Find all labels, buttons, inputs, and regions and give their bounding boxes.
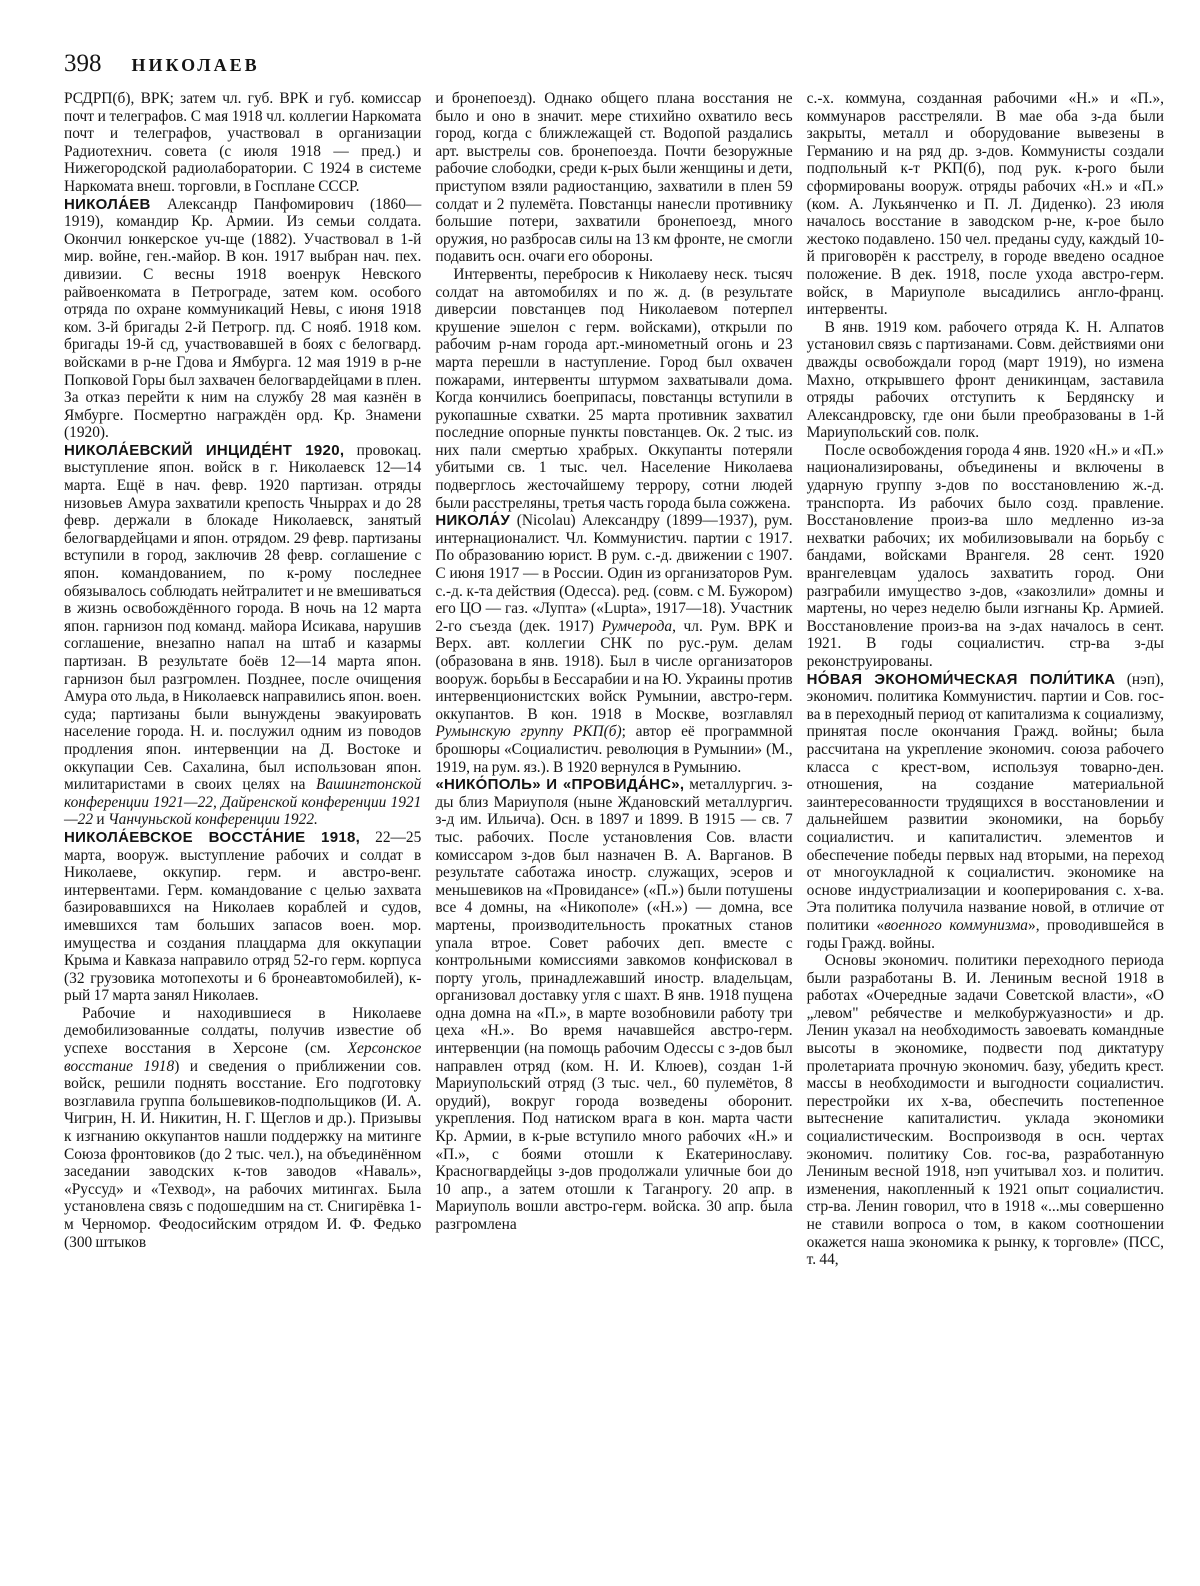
text-run: и xyxy=(93,811,109,829)
paragraph xyxy=(807,319,1164,442)
cross-reference: военного коммунизма xyxy=(884,916,1028,934)
page-header xyxy=(64,50,260,78)
entry-headword: НИКОЛА́ЕВСКОЕ ВОССТА́НИЕ 1918, xyxy=(64,828,361,846)
text-run: », проводившейся в годы Гражд. войны. xyxy=(806,916,1164,952)
text-run: В янв. 1919 ком. рабочего отряда К. Н. Алпатов установил связь с партизанами. Совм. действиями они дважды освобождали город (март 1919), но измена Махно, открывшего фронт деникинцам, заставила отряды рабочих отступить к Бердянску и Александровску, где они были преобразованы в 1-й Мариупольский сов. полк. xyxy=(806,318,1164,442)
entry-headword: «НИКО́ПОЛЬ» И «ПРОВИДА́НС», xyxy=(435,776,685,794)
page-number: 398 xyxy=(64,50,102,77)
paragraph xyxy=(435,90,792,266)
text-columns xyxy=(64,90,1164,1269)
text-run: металлургич. з-ды близ Мариуполя (ныне Ждановский металлургич. з-д им. Ильича). Осн. в 1897 и 1899. В 1915 — св. 7 тыс. рабочих. После установления Сов. власти комиссаром з-дов был назначен В. А. Варганов. В результате саботажа иностр. служащих, эсеров и меньшевиков на «Провидансе» («П.») были потушены все 4 домны, на «Никополе» («Н.») — домна, все мартены, производительность прокатных станов упала втрое. Совет рабочих деп. вместе с контрольными комиссиями завкомов конфисковал в порту уголь, принадлежавший иностр. владельцам, организовал доставку угля с шахт. В янв. 1918 пущена одна домна на «П.», в марте возобновили работу три цеха «Н.». Во время начавшейся австро-герм. интервенции (на помощь рабочим Одессы с з-дов был направлен отряд (ком. Н. И. Клюев), создан 1-й Мариупольский отряд (3 тыс. чел., 60 пулемётов, 8 орудий), вокруг города возведены оборонит. укрепления. Под натиском врага в кон. марта части Кр. Армии, в к-рые вступило много рабочих «Н.» и «П.», с боями отошли к Екатеринославу. Красногвардейцы з-дов продолжали уличные бои до 10 апр., а затем отошли к Таганрогу. 20 апр. в Мариуполь вошли австро-герм. войска. 30 апр. была разгромлена xyxy=(435,776,793,1233)
paragraph xyxy=(807,442,1164,671)
entry-headword: НИКОЛА́ЕВСКИЙ ИНЦИДЕ́НТ 1920, xyxy=(64,441,345,459)
paragraph xyxy=(64,829,421,1005)
paragraph xyxy=(64,196,421,442)
text-run: и бронепоезд). Однако общего плана восстания не было и оно в значит. мере стихийно охватило весь город, когда с ближлежащей ст. Водопой раздались арт. выстрелы сов. бронепоезда. Почти безоружные рабочие слободки, среди к-рых были женщины и дети, приступом взяли радиостанцию, захватили в плен 59 солдат и 2 пулемёта. Повстанцы нанесли противнику большие потери, захватили бронепоезд, много оружия, но разбросав силы на 13 км фронте, не смогли подавить осн. очаги его обороны. xyxy=(435,90,793,266)
entry-headword: НИКОЛА́У xyxy=(435,512,511,530)
text-run: провокац. выступление япон. войск в г. Николаевск 12—14 марта. Ещё в нач. февр. 1920 партизан. отряды низовьев Амура захватили крепость Чныррах и до 28 февр. держали в блокаде Николаевск, занятый белогвардейцами и япон. отрядом. 29 февр. партизаны вступили в город, заключив 28 февр. соглашение с япон. командованием, по к-рому последнее обязывалось соблюдать нейтралитет и не вмешиваться в жизнь освобождённого города. В ночь на 12 марта япон. гарнизон под команд. майора Исикава, нарушив соглашение, внезапно напал на штаб и казармы партизан. В результате боёв 12—14 марта япон. гарнизон был разгромлен. Позднее, после очищения Амура ото льда, в Николаевск направились япон. воен. суда; партизаны были вынуждены эвакуировать население города. Н. и. послужил одним из поводов продления япон. интервенции на Д. Востоке и оккупации Сев. Сахалина, был использован япон. милитаристами в своих целях на xyxy=(64,441,422,794)
paragraph xyxy=(64,442,421,829)
paragraph xyxy=(64,1005,421,1251)
cross-reference: Румынскую группу РКП(б) xyxy=(435,723,622,741)
text-run: (Nicolau) Александру (1899—1937), рум. интернационалист. Чл. Коммунистич. партии с 1917. По образованию юрист. В рум. с.-д. движении с 1907. С июня 1917 — в России. Один из организаторов Рум. с.-д. к-та действия (Одесса). ред. (совм. с М. Бужором) его ЦО — газ. «Лупта» («Lupta», 1917—18). Участник 2-го съезда (дек. 1917) xyxy=(435,512,793,635)
cross-reference: Чанчуньской конференции 1922. xyxy=(108,811,318,829)
cross-reference: Румчерода xyxy=(601,617,673,635)
text-run: После освобождения города 4 янв. 1920 «Н.» и «П.» национализированы, объединены и включены в ударную группу з-дов по восстановлению ж.-д. транспорта. Из рабочих было созд. правление. Восстановление произ-ва шло медленно из-за нехватки рабочих; их мобилизовывали на борьбу с бандами, войсками Врангеля. 28 сент. 1920 врангелевцам удалось захватить город. Они разграбили имущество з-дов, «закозлили» домны и мартены, но через неделю были изгнаны Кр. Армией. Восстановление произ-ва на з-дах началось в сент. 1921. В годы социалистич. стр-ва з-ды реконструированы. xyxy=(806,441,1164,670)
running-title: НИКОЛАЕВ xyxy=(131,55,260,75)
text-run: Основы экономич. политики переходного периода были разработаны В. И. Лениным весной 1918 в работах «Очередные задачи Советской власти», «О „левом" ребячестве и мелкобуржуазности» и др. Ленин указал на необходимость завоевать командные высоты в экономике, подвести под диктатуру пролетариата прочную экономич. базу, убедить крест. массы в необходимости и выгодности социалистич. перестройки их х-ва, обеспечить постепенное вытеснение капиталистич. уклада экономики социалистическим. Воспроизводя в осн. чертах экономич. политику Сов. гос-ва, разработанную Лениным весной 1918, нэп учитывал хоз. и политич. изменения, накопленный к 1921 опыт социалистич. стр-ва. Ленин говорил, что в 1918 «...мы совершенно не ставили вопроса о том, в каком соотношении окажется наша экономика к рынку, к торговле» (ПСС, т. 44, xyxy=(806,952,1164,1269)
text-run: ; автор её программной брошюры «Социалистич. революция в Румынии» (М., 1919, на рум. яз.). В 1920 вернулся в Румынию. xyxy=(435,723,793,776)
paragraph xyxy=(435,266,792,512)
column-3 xyxy=(807,90,1164,1269)
column-1 xyxy=(64,90,421,1269)
text-run: РСДРП(б), ВРК; затем чл. губ. ВРК и губ. комиссар почт и телеграфов. С мая 1918 чл. коллегии Наркомата почт и телеграфов, участвовал в организации Радиотехнич. совета (с июля 1918 — пред.) и Нижегородской радиолаборатории. С 1924 в системе Наркомата внеш. торговли, в Госплане СССР. xyxy=(64,90,422,195)
paragraph xyxy=(807,671,1164,953)
text-run: с.-х. коммуна, созданная рабочими «Н.» и «П.», коммунаров расстреляли. В мае оба з-да были закрыты, металл и оборудование вывезены в Германию и на ряд др. з-дов. Коммунисты создали подпольный к-т РКП(б), под рук. к-рого были сформированы вооруж. отряды рабочих «Н.» и «П.» (ком. А. Лукьянченко и П. Л. Диденко). 23 июля началось восстание в заводском р-не, к-рое было жестоко подавлено. 150 чел. преданы суду, каждый 10-й приговорён к расстрелу, в городе введено осадное положение. В дек. 1918, после ухода австро-герм. войск, в Мариуполе высадились англо-франц. интервенты. xyxy=(806,90,1164,319)
entry-headword: НИКОЛА́ЕВ xyxy=(64,195,151,213)
paragraph xyxy=(807,90,1164,319)
paragraph xyxy=(435,776,792,1233)
entry-headword: НО́ВАЯ ЭКОНОМИ́ЧЕСКАЯ ПОЛИ́ТИКА xyxy=(806,670,1116,688)
column-2 xyxy=(435,90,792,1269)
cross-reference: Херсонское восстание 1918 xyxy=(64,1040,422,1075)
text-run: , чл. Рум. ВРК и Верх. авт. коллегии СНК по рус.-рум. делам (образована в янв. 1918). Был в числе организаторов вооруж. борьбы в Бессарабии и на Ю. Украины против интервенционистских войск Румынии, австро-герм. оккупантов. В кон. 1918 в Москве, возглавлял xyxy=(435,617,793,723)
text-run: ) и сведения о приближении сов. войск, решили поднять восстание. Его подготовку возглавила группа большевиков-подпольщиков (И. А. Чигрин, Н. И. Никитин, Н. Г. Щеглов и др.). Призывы к изгнанию оккупантов нашли поддержку на митинге Союза фронтовиков (до 2 тыс. чел.), на объединённом заседании заводских к-тов заводов «Наваль», «Руссуд» и «Техвод», на рабочих митингах. Была установлена связь с подошедшим на ст. Снигирёвка 1-м Черномор. Феодосийским отрядом И. Ф. Федько (300 штыков xyxy=(64,1057,422,1251)
paragraph xyxy=(807,952,1164,1269)
text-run: 22—25 марта, вооруж. выступление рабочих и солдат в Николаеве, оккупир. герм. и австро-венг. интервентами. Герм. командование с целью захвата базировавшихся на Николаев кораблей и судов, имевшихся там больших запасов воен. мор. имущества и создания плацдарма для оккупации Крыма и Кавказа направило отряд 52-го герм. корпуса (32 грузовика мотопехоты и 6 бронеавтомобилей), к-рый 17 марта занял Николаев. xyxy=(64,828,422,1005)
paragraph xyxy=(435,512,792,776)
text-run: Рабочие и находившиеся в Николаеве демобилизованные солдаты, получив известие об успехе восстания в Херсоне (см. xyxy=(64,1004,422,1058)
cross-reference: Вашингтонской конференции 1921—22, Дайренской конференции 1921—22 xyxy=(64,776,422,829)
text-run: (нэп), экономич. политика Коммунистич. партии и Сов. гос-ва в переходный период от капитализма к социализму, принятая после окончания Гражд. войны; была рассчитана на укрепление экономич. союза рабочего класса с крест-вом, используя товарно-ден. отношения, на создание материальной заинтересованности трудящихся в восстановлении и дальнейшем развитии экономики, на борьбу социалистич. и капиталистич. элементов и обеспечение победы первых над вторыми, на переход от многоукладной к социалистич. экономике на основе индустриализации и кооперирования с. х-ва. Эта политика получила название новой, в отличие от политики « xyxy=(806,670,1164,934)
text-run: Интервенты, перебросив к Николаеву неск. тысяч солдат на автомобилях и по ж. д. (в результате диверсии повстанцев под Николаевом потерпел крушение эшелон с герм. войсками), открыли по рабочим р-нам города арт.-минометный огонь и 23 марта перешли в наступление. Город был охвачен пожарами, интервенты штурмом захватывали дома. Когда кончились боеприпасы, повстанцы вступили в рукопашные схватки. 25 марта противник захватил последние опорные пункты повстанцев. Ок. 2 тыс. из них пали смертью храбрых. Оккупанты потеряли убитыми св. 1 тыс. чел. Население Николаева подверглось жесточайшему террору, сотни людей были расстреляны, третья часть города была сожжена. xyxy=(435,265,793,512)
paragraph xyxy=(64,90,421,196)
text-run: Александр Панфомирович (1860—1919), командир Кр. Армии. Из семьи солдата. Окончил юнкерское уч-ще (1882). Участвовал в 1-й мир. войне, ген.-майор. В кон. 1917 выбран нач. пех. дивизии. С весны 1918 военрук Невского райвоенкомата в Петрограде, затем ком. особого отряда по охране коммуникаций Невы, с июня 1918 ком. 3-й бригады 2-й Петрогр. пд. С нояб. 1918 ком. бригады 19-й сд, участвовавшей в боях с белогвард. войсками в р-не Гдова и Ямбурга. 12 мая 1919 в р-не Попковой Горы был захвачен белогвардейцами в плен. За отказ перейти к ним на службу 28 мая казнён в Ямбурге. Посмертно награждён орд. Кр. Знамени (1920). xyxy=(64,195,422,442)
